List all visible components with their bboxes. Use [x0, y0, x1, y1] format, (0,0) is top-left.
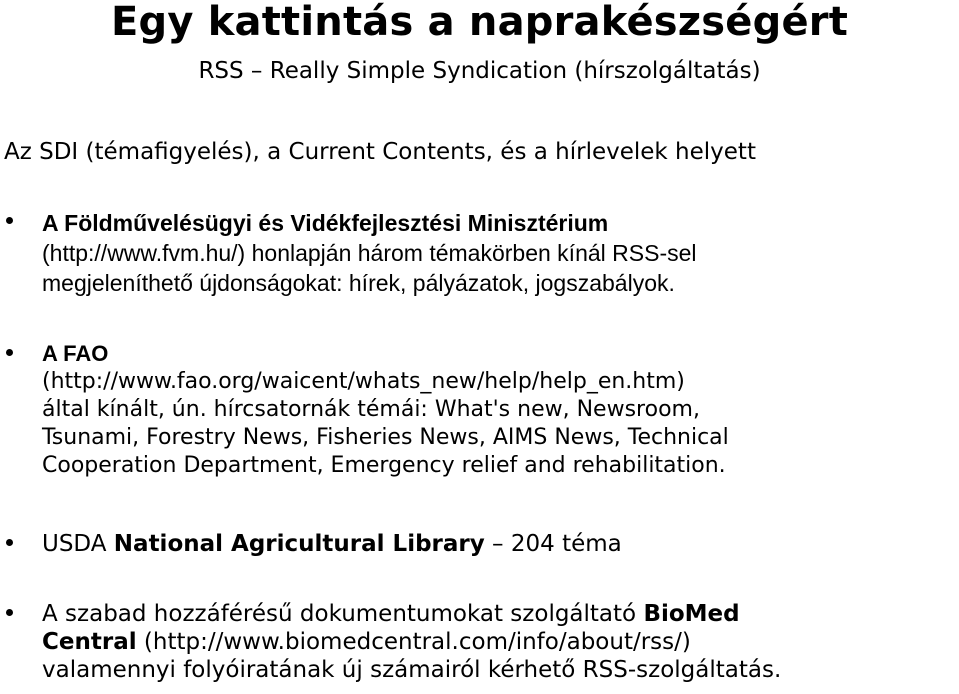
bullet-dot-icon — [6, 609, 13, 616]
bullet-text — [42, 208, 957, 298]
bullet-text — [42, 340, 957, 480]
fvm-ministry-name: A Földművelésügyi és Vidékfejlesztési Minisztérium — [42, 210, 609, 236]
biomed-name: BioMed — [643, 601, 740, 627]
fao-line: Cooperation Department, Emergency relief and rehabilitation. — [42, 453, 726, 478]
usda-library-name: National Agricultural Library — [113, 531, 485, 557]
subtitle: RSS – Really Simple Syndication (hírszolgáltatás) — [198, 58, 761, 84]
fvm-line: (http://www.fvm.hu/) honlapján három témakörben kínál RSS-sel — [42, 240, 697, 266]
fvm-line: megjeleníthető újdonságokat: hírek, pályázatok, jogszabályok. — [42, 270, 675, 296]
biomed-line — [42, 600, 957, 628]
fao-line: által kínált, ún. hírcsatornák témái: What's new, Newsroom, — [42, 397, 700, 422]
bullet-dot-icon — [6, 539, 13, 546]
biomed-central-name: Central — [42, 629, 137, 655]
fao-name: A FAO — [42, 341, 109, 366]
biomed-line: valamennyi folyóiratának új számairól kérhető RSS-szolgáltatás. — [42, 657, 782, 683]
bullet-dot-icon — [6, 349, 13, 356]
biomed-line — [42, 628, 957, 656]
bullet-text — [42, 600, 957, 684]
biomed-prefix: A szabad hozzáférésű dokumentumokat szolgáltató — [42, 601, 644, 627]
bullet-text — [42, 530, 957, 558]
bullet-dot-icon — [6, 217, 13, 224]
page-title: Egy kattintás a naprakészségért — [110, 0, 849, 45]
fao-url: (http://www.fao.org/waicent/whats_new/help/help_en.htm) — [42, 369, 685, 394]
usda-prefix: USDA — [42, 531, 114, 557]
usda-line — [42, 530, 957, 558]
usda-suffix: – 204 téma — [484, 531, 622, 557]
intro-text: Az SDI (témafigyelés), a Current Contents, és a hírlevelek helyett — [4, 139, 756, 165]
fao-line: Tsunami, Forestry News, Fisheries News, AIMS News, Technical — [42, 425, 729, 450]
biomed-url: (http://www.biomedcentral.com/info/about/rss/) — [136, 629, 691, 655]
